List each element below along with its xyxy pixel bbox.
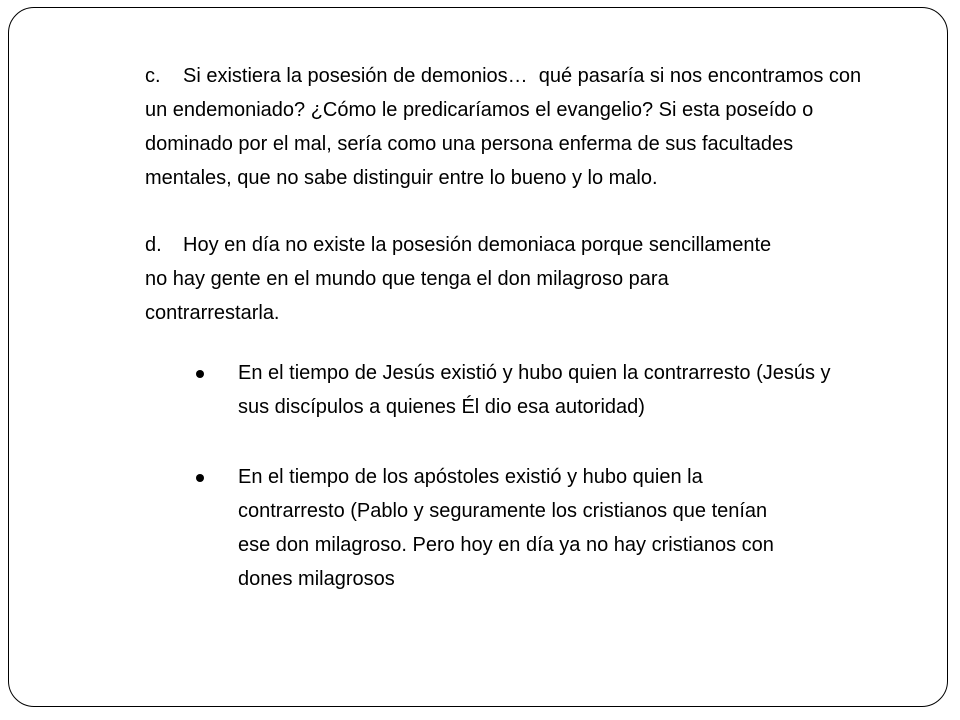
- item-c-line-4: mentales, que no sabe distinguir entre lo bueno y lo malo.: [145, 167, 658, 189]
- bullet-1-line-1: En el tiempo de Jesús existió y hubo quien la contrarresto (Jesús y: [238, 362, 831, 384]
- item-d-paragraph: [145, 228, 771, 330]
- item-d-line-1: [145, 228, 771, 262]
- bullet-2-line-2: contrarresto (Pablo y seguramente los cristianos que tenían: [238, 500, 768, 522]
- bullet-2-line-3: ese don milagroso. Pero hoy en día ya no hay cristianos con: [238, 534, 774, 556]
- bullet-text: [238, 356, 831, 424]
- item-d-line-3: contrarrestarla.: [145, 302, 280, 324]
- bullet-text: [238, 460, 774, 596]
- item-d-line-1-text: Hoy en día no existe la posesión demoniaca porque sencillamente: [183, 234, 772, 256]
- item-d-line-2: no hay gente en el mundo que tenga el don milagroso para: [145, 268, 669, 290]
- item-c-line-1: [145, 59, 861, 93]
- item-d-marker: d.: [145, 234, 162, 256]
- bullet-2-line-4: dones milagrosos: [238, 568, 395, 590]
- item-c-paragraph: [145, 59, 861, 195]
- bullet-dot-icon: [196, 474, 204, 482]
- bullet-1-line-2: sus discípulos a quienes Él dio esa autoridad): [238, 396, 645, 418]
- bullet-dot-icon: [196, 370, 204, 378]
- item-c-line-2: un endemoniado? ¿Cómo le predicaríamos el evangelio? Si esta poseído o: [145, 99, 814, 121]
- bullet-2-line-1: En el tiempo de los apóstoles existió y hubo quien la: [238, 466, 703, 488]
- item-c-line-1-text: Si existiera la posesión de demonios… qué pasaría si nos encontramos con: [183, 65, 862, 87]
- item-c-marker: c.: [145, 65, 161, 87]
- item-c-line-3: dominado por el mal, sería como una persona enferma de sus facultades: [145, 133, 794, 155]
